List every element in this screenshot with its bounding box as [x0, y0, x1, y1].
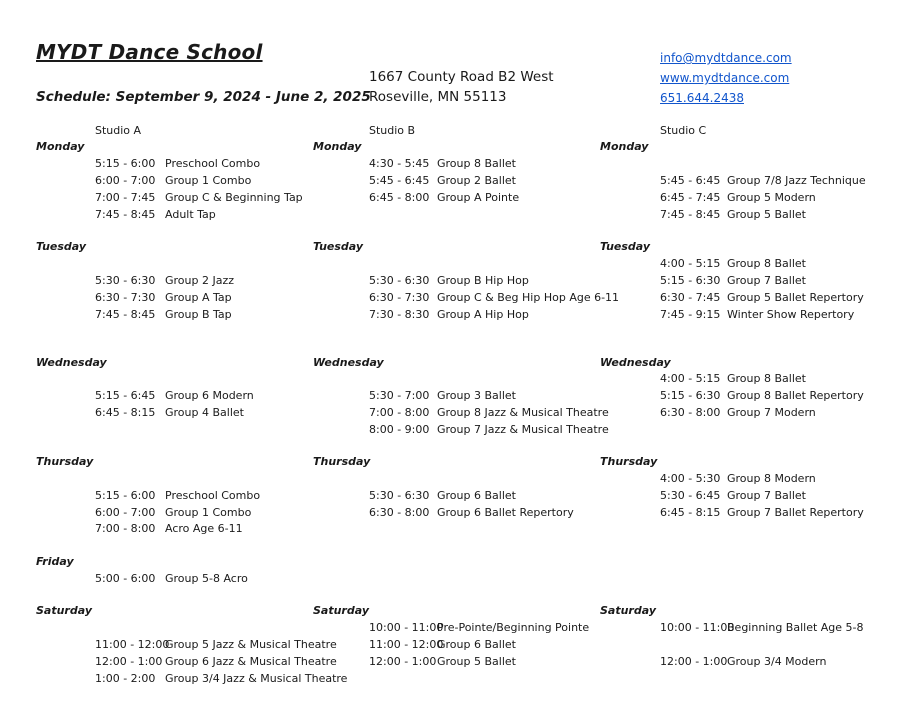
- schedule-dates: Schedule: September 9, 2024 - June 2, 2025: [36, 89, 371, 105]
- class-name: Group A Pointe: [437, 191, 520, 204]
- class-name: Adult Tap: [165, 208, 216, 221]
- class-time: 6:30 - 8:00: [660, 406, 721, 419]
- class-time: 5:45 - 6:45: [369, 174, 430, 187]
- class-time: 4:00 - 5:15: [660, 257, 721, 270]
- class-time: 12:00 - 1:00: [95, 655, 163, 668]
- class-time: 6:45 - 8:00: [369, 191, 430, 204]
- class-name: Group 7 Ballet Repertory: [727, 506, 864, 519]
- class-name: Group 7 Modern: [727, 406, 816, 419]
- class-name: Group C & Beg Hip Hop Age 6-11: [437, 291, 620, 304]
- day-label-thursday-b: Thursday: [313, 455, 371, 468]
- class-name: Group 3/4 Jazz & Musical Theatre: [165, 672, 348, 685]
- day-label-monday-c: Monday: [600, 140, 649, 153]
- class-time: 7:45 - 8:45: [95, 208, 156, 221]
- class-time: 5:30 - 7:00: [369, 389, 430, 402]
- class-name: Group 8 Jazz & Musical Theatre: [437, 406, 609, 419]
- class-time: 8:00 - 9:00: [369, 423, 430, 436]
- class-name: Group 6 Ballet Repertory: [437, 506, 574, 519]
- class-name: Group 5 Jazz & Musical Theatre: [165, 638, 337, 651]
- class-time: 5:30 - 6:30: [95, 274, 156, 287]
- class-name: Group B Tap: [165, 308, 232, 321]
- day-label-thursday-a: Thursday: [36, 455, 94, 468]
- class-time: 10:00 - 11:00: [660, 621, 735, 634]
- class-time: 10:00 - 11:00: [369, 621, 444, 634]
- class-time: 5:15 - 6:00: [95, 489, 156, 502]
- day-label-wednesday-b: Wednesday: [313, 356, 384, 369]
- address-line-1: 1667 County Road B2 West: [369, 69, 554, 85]
- class-name: Group 8 Ballet Repertory: [727, 389, 864, 402]
- class-time: 4:00 - 5:15: [660, 372, 721, 385]
- class-time: 6:45 - 8:15: [660, 506, 721, 519]
- day-label-saturday-c: Saturday: [600, 604, 656, 617]
- class-name: Group B Hip Hop: [437, 274, 529, 287]
- class-name: Group 8 Ballet: [727, 257, 806, 270]
- class-time: 7:45 - 9:15: [660, 308, 721, 321]
- class-name: Group 8 Ballet: [727, 372, 806, 385]
- class-name: Winter Show Repertory: [727, 308, 855, 321]
- class-time: 5:15 - 6:30: [660, 389, 721, 402]
- class-time: 4:00 - 5:30: [660, 472, 721, 485]
- class-name: Group A Hip Hop: [437, 308, 529, 321]
- class-name: Group 6 Ballet: [437, 638, 516, 651]
- phone-link[interactable]: 651.644.2438: [660, 91, 744, 105]
- class-name: Group 4 Ballet: [165, 406, 244, 419]
- class-name: Group A Tap: [165, 291, 232, 304]
- class-name: Preschool Combo: [165, 489, 261, 502]
- class-name: Group 5 Ballet Repertory: [727, 291, 864, 304]
- day-label-thursday-c: Thursday: [600, 455, 658, 468]
- day-label-saturday-a: Saturday: [36, 604, 92, 617]
- class-name: Group 3/4 Modern: [727, 655, 827, 668]
- class-time: 5:30 - 6:30: [369, 274, 430, 287]
- class-name: Beginning Ballet Age 5-8: [727, 621, 864, 634]
- day-label-tuesday-a: Tuesday: [36, 240, 87, 253]
- class-time: 12:00 - 1:00: [660, 655, 728, 668]
- class-name: Preschool Combo: [165, 157, 261, 170]
- class-name: Pre-Pointe/Beginning Pointe: [437, 621, 590, 634]
- class-time: 7:30 - 8:30: [369, 308, 430, 321]
- class-name: Group 5 Ballet: [727, 208, 806, 221]
- class-name: Group 1 Combo: [165, 506, 252, 519]
- class-name: Group 6 Ballet: [437, 489, 516, 502]
- class-time: 5:45 - 6:45: [660, 174, 721, 187]
- class-name: Group 1 Combo: [165, 174, 252, 187]
- class-time: 7:00 - 7:45: [95, 191, 156, 204]
- class-time: 5:15 - 6:45: [95, 389, 156, 402]
- day-label-tuesday-b: Tuesday: [313, 240, 364, 253]
- class-time: 6:45 - 7:45: [660, 191, 721, 204]
- day-label-monday-a: Monday: [36, 140, 85, 153]
- class-name: Group 3 Ballet: [437, 389, 516, 402]
- class-name: Group 2 Jazz: [165, 274, 235, 287]
- class-time: 5:00 - 6:00: [95, 572, 156, 585]
- class-name: Group 7 Ballet: [727, 274, 806, 287]
- class-name: Group 2 Ballet: [437, 174, 516, 187]
- day-label-monday-b: Monday: [313, 140, 362, 153]
- class-time: 6:45 - 8:15: [95, 406, 156, 419]
- class-name: Group 6 Modern: [165, 389, 254, 402]
- class-name: Acro Age 6-11: [165, 522, 243, 535]
- class-time: 6:30 - 7:30: [369, 291, 430, 304]
- class-time: 5:15 - 6:30: [660, 274, 721, 287]
- class-time: 11:00 - 12:00: [95, 638, 170, 651]
- class-time: 4:30 - 5:45: [369, 157, 430, 170]
- day-label-friday-a: Friday: [36, 555, 74, 568]
- website-link[interactable]: www.mydtdance.com: [660, 71, 790, 85]
- class-name: Group C & Beginning Tap: [165, 191, 303, 204]
- day-label-wednesday-a: Wednesday: [36, 356, 107, 369]
- day-label-wednesday-c: Wednesday: [600, 356, 671, 369]
- class-time: 6:30 - 8:00: [369, 506, 430, 519]
- class-time: 6:00 - 7:00: [95, 506, 156, 519]
- class-time: 11:00 - 12:00: [369, 638, 444, 651]
- page-title: MYDT Dance School: [36, 40, 263, 64]
- class-time: 6:30 - 7:45: [660, 291, 721, 304]
- class-name: Group 5 Ballet: [437, 655, 516, 668]
- class-time: 5:15 - 6:00: [95, 157, 156, 170]
- studio-b-header: Studio B: [369, 124, 416, 137]
- class-name: Group 7 Ballet: [727, 489, 806, 502]
- class-time: 6:00 - 7:00: [95, 174, 156, 187]
- class-time: 5:30 - 6:45: [660, 489, 721, 502]
- class-time: 12:00 - 1:00: [369, 655, 437, 668]
- class-name: Group 8 Ballet: [437, 157, 516, 170]
- studio-a-header: Studio A: [95, 124, 142, 137]
- address-line-2: Roseville, MN 55113: [369, 89, 507, 105]
- class-name: Group 7/8 Jazz Technique: [727, 174, 866, 187]
- class-time: 7:00 - 8:00: [369, 406, 430, 419]
- class-name: Group 5 Modern: [727, 191, 816, 204]
- email-link[interactable]: info@mydtdance.com: [660, 51, 792, 65]
- day-label-tuesday-c: Tuesday: [600, 240, 651, 253]
- class-time: 1:00 - 2:00: [95, 672, 156, 685]
- class-name: Group 5-8 Acro: [165, 572, 248, 585]
- studio-c-header: Studio C: [660, 124, 707, 137]
- class-name: Group 7 Jazz & Musical Theatre: [437, 423, 609, 436]
- class-time: 6:30 - 7:30: [95, 291, 156, 304]
- class-time: 7:00 - 8:00: [95, 522, 156, 535]
- class-time: 5:30 - 6:30: [369, 489, 430, 502]
- class-time: 7:45 - 8:45: [660, 208, 721, 221]
- class-name: Group 8 Modern: [727, 472, 816, 485]
- class-time: 7:45 - 8:45: [95, 308, 156, 321]
- day-label-saturday-b: Saturday: [313, 604, 369, 617]
- class-name: Group 6 Jazz & Musical Theatre: [165, 655, 337, 668]
